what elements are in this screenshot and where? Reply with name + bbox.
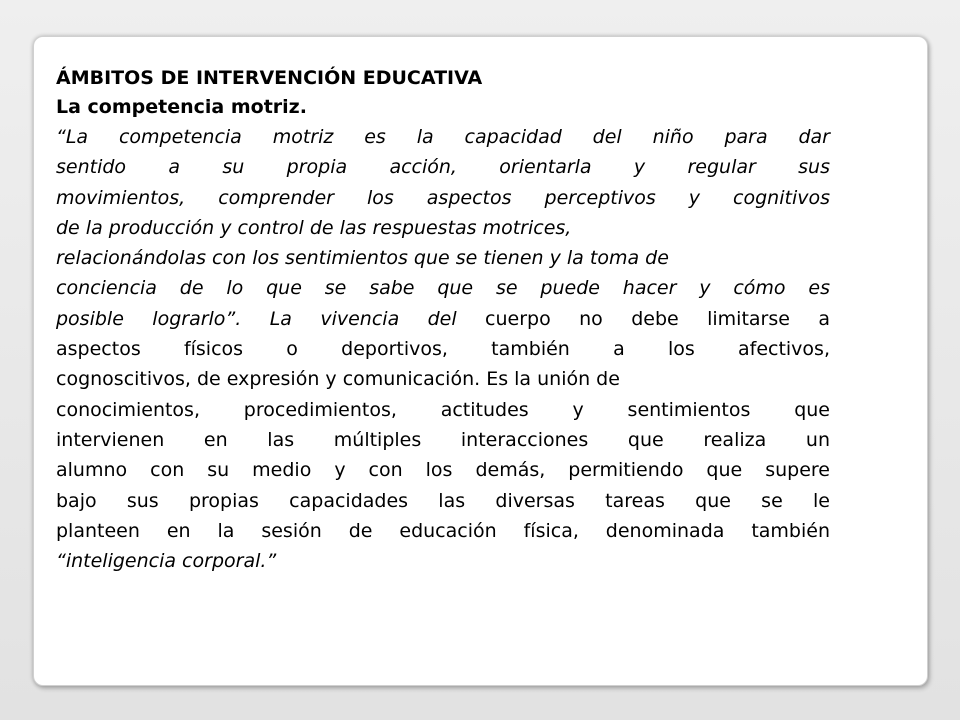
body-line: cognoscitivos, de expresión y comunicación. Es la unión de bbox=[56, 368, 620, 391]
body-line: relacionándolas con los sentimientos que se tienen y la toma de bbox=[56, 247, 669, 270]
body-line: de la producción y control de las respuestas motrices, bbox=[56, 216, 572, 239]
slide-title: ÁMBITOS DE INTERVENCIÓN EDUCATIVA bbox=[56, 67, 483, 89]
body-line: intervienen en las múltiples interacciones que realiza un bbox=[56, 428, 830, 451]
body-line: aspectos físicos o deportivos, también a los afectivos, bbox=[56, 338, 830, 361]
body-line: alumno con su medio y con los demás, permitiendo que supere bbox=[56, 459, 830, 482]
body-line: “inteligencia corporal.” bbox=[56, 550, 277, 573]
body-line: planteen en la sesión de educación física, denominada también bbox=[56, 519, 830, 542]
body-line: movimientos, comprender los aspectos perceptivos y cognitivos bbox=[56, 186, 830, 209]
body-line: sentido a su propia acción, orientarla y regular sus bbox=[56, 156, 830, 179]
body-line: bajo sus propias capacidades las diversas tareas que se le bbox=[56, 489, 830, 512]
body-line: “La competencia motriz es la capacidad del niño para dar bbox=[56, 126, 830, 148]
slide-subtitle: La competencia motriz. bbox=[56, 96, 307, 118]
slide-body bbox=[56, 122, 830, 576]
body-line: conocimientos, procedimientos, actitudes y sentimientos que bbox=[56, 398, 830, 421]
slide-text-block bbox=[56, 64, 830, 576]
body-line: conciencia de lo que se sabe que se puede hacer y cómo es bbox=[56, 277, 830, 300]
body-line: posible lograrlo”. La vivencia del cuerpo no debe limitarse a bbox=[56, 307, 830, 330]
